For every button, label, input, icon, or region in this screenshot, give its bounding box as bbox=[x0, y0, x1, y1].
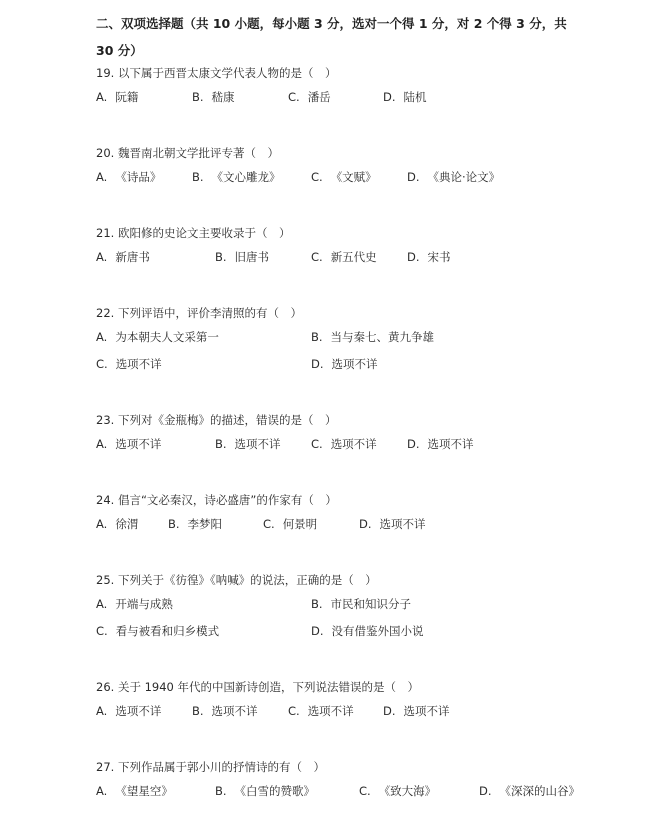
option-c[interactable] bbox=[96, 618, 219, 645]
option-letter: C. bbox=[96, 624, 108, 638]
option-letter: D. bbox=[407, 437, 420, 451]
option-text: 陆机 bbox=[403, 90, 427, 104]
question-text: 倡言“文必秦汉，诗必盛唐”的作家有（ ） bbox=[117, 493, 337, 507]
question-21 bbox=[96, 222, 636, 271]
option-letter: C. bbox=[96, 357, 108, 371]
option-a[interactable] bbox=[96, 511, 138, 538]
option-letter: C. bbox=[311, 437, 323, 451]
question-stem bbox=[96, 489, 636, 511]
question-stem bbox=[96, 676, 636, 698]
question-text: 以下属于西晋太康文学代表人物的是（ ） bbox=[117, 66, 337, 80]
option-d[interactable] bbox=[311, 351, 378, 378]
option-b[interactable] bbox=[215, 431, 281, 458]
option-c[interactable] bbox=[311, 244, 377, 271]
option-b[interactable] bbox=[192, 698, 258, 725]
option-letter: C. bbox=[311, 250, 323, 264]
option-c[interactable] bbox=[263, 511, 317, 538]
option-text: 《致大海》 bbox=[378, 784, 437, 798]
option-text: 旧唐书 bbox=[234, 250, 270, 264]
question-number: 23. bbox=[96, 413, 115, 427]
question-20 bbox=[96, 142, 636, 191]
option-text: 潘岳 bbox=[307, 90, 331, 104]
option-letter: A. bbox=[96, 170, 108, 184]
option-letter: B. bbox=[311, 597, 323, 611]
option-text: 嵇康 bbox=[211, 90, 235, 104]
options-row bbox=[96, 698, 636, 725]
options-row bbox=[96, 591, 636, 618]
options-row bbox=[96, 351, 636, 378]
question-number: 27. bbox=[96, 760, 115, 774]
options-row bbox=[96, 511, 636, 538]
option-text: 市民和知识分子 bbox=[330, 597, 412, 611]
option-text: 阮籍 bbox=[115, 90, 139, 104]
option-letter: D. bbox=[311, 357, 324, 371]
options-row bbox=[96, 431, 636, 458]
option-d[interactable] bbox=[383, 84, 427, 111]
option-b[interactable] bbox=[311, 591, 411, 618]
option-c[interactable] bbox=[96, 351, 162, 378]
question-number: 26. bbox=[96, 680, 115, 694]
option-b[interactable] bbox=[215, 778, 315, 805]
option-a[interactable] bbox=[96, 431, 161, 458]
options-row bbox=[96, 164, 636, 191]
question-stem bbox=[96, 302, 636, 324]
option-text: 选项不详 bbox=[330, 437, 377, 451]
option-c[interactable] bbox=[288, 698, 354, 725]
option-text: 新唐书 bbox=[115, 250, 150, 264]
option-text: 选项不详 bbox=[379, 517, 426, 531]
option-text: 选项不详 bbox=[115, 704, 162, 718]
option-text: 《深深的山谷》 bbox=[499, 784, 581, 798]
option-text: 《诗品》 bbox=[115, 170, 162, 184]
option-d[interactable] bbox=[407, 244, 451, 271]
option-letter: C. bbox=[359, 784, 371, 798]
option-text: 《文心雕龙》 bbox=[211, 170, 281, 184]
question-text: 关于 1940 年代的中国新诗创造，下列说法错误的是（ ） bbox=[117, 680, 420, 694]
section-title: 二、双项选择题（共 10 小题，每小题 3 分，选对一个得 1 分，对 2 个得 3 分，共 30 分） bbox=[96, 16, 567, 58]
options-row bbox=[96, 778, 636, 805]
question-25 bbox=[96, 569, 636, 645]
option-letter: C. bbox=[311, 170, 323, 184]
option-text: 宋书 bbox=[427, 250, 451, 264]
question-stem bbox=[96, 142, 636, 164]
question-stem bbox=[96, 222, 636, 244]
question-24 bbox=[96, 489, 636, 538]
option-text: 《典论·论文》 bbox=[427, 170, 501, 184]
question-text: 下列作品属于郭小川的抒情诗的有（ ） bbox=[117, 760, 325, 774]
option-c[interactable] bbox=[288, 84, 331, 111]
option-text: 新五代史 bbox=[330, 250, 377, 264]
option-c[interactable] bbox=[359, 778, 436, 805]
option-letter: B. bbox=[192, 704, 204, 718]
question-26 bbox=[96, 676, 636, 725]
option-text: 选项不详 bbox=[115, 357, 162, 371]
option-text: 看与被看和归乡模式 bbox=[115, 624, 220, 638]
options-row bbox=[96, 324, 636, 351]
option-letter: D. bbox=[407, 250, 420, 264]
option-letter: A. bbox=[96, 437, 108, 451]
question-number: 19. bbox=[96, 66, 115, 80]
option-text: 李梦阳 bbox=[187, 517, 223, 531]
options-row bbox=[96, 244, 636, 271]
option-text: 何景明 bbox=[282, 517, 318, 531]
option-d[interactable] bbox=[359, 511, 426, 538]
option-b[interactable] bbox=[311, 324, 434, 351]
option-text: 选项不详 bbox=[115, 437, 162, 451]
option-letter: B. bbox=[168, 517, 180, 531]
options-row bbox=[96, 618, 636, 645]
option-text: 选项不详 bbox=[427, 437, 474, 451]
question-number: 21. bbox=[96, 226, 115, 240]
question-text: 下列对《金瓶梅》的描述，错误的是（ ） bbox=[117, 413, 337, 427]
option-letter: C. bbox=[288, 704, 300, 718]
option-letter: D. bbox=[407, 170, 420, 184]
option-c[interactable] bbox=[311, 164, 377, 191]
option-letter: A. bbox=[96, 330, 108, 344]
option-a[interactable] bbox=[96, 591, 173, 618]
option-letter: B. bbox=[215, 437, 227, 451]
option-d[interactable] bbox=[407, 164, 500, 191]
option-text: 没有借鉴外国小说 bbox=[331, 624, 424, 638]
question-stem bbox=[96, 409, 636, 431]
option-a[interactable] bbox=[96, 244, 150, 271]
question-number: 24. bbox=[96, 493, 115, 507]
question-stem bbox=[96, 569, 636, 591]
question-text: 欧阳修的史论文主要收录于（ ） bbox=[117, 226, 291, 240]
option-text: 为本朝夫人文采第一 bbox=[115, 330, 219, 344]
option-text: 《白雪的赞歌》 bbox=[234, 784, 316, 798]
options-row bbox=[96, 84, 636, 111]
option-a[interactable] bbox=[96, 778, 173, 805]
option-b[interactable] bbox=[192, 84, 235, 111]
option-a[interactable] bbox=[96, 164, 161, 191]
option-letter: D. bbox=[383, 90, 396, 104]
option-text: 选项不详 bbox=[234, 437, 281, 451]
option-d[interactable] bbox=[407, 431, 474, 458]
question-stem bbox=[96, 62, 636, 84]
option-letter: A. bbox=[96, 704, 108, 718]
option-letter: B. bbox=[192, 90, 204, 104]
question-22 bbox=[96, 302, 636, 378]
question-number: 20. bbox=[96, 146, 115, 160]
option-text: 选项不详 bbox=[331, 357, 378, 371]
question-number: 25. bbox=[96, 573, 115, 587]
option-letter: A. bbox=[96, 517, 108, 531]
option-text: 当与秦七、黄九争雄 bbox=[330, 330, 435, 344]
option-d[interactable] bbox=[479, 778, 580, 805]
option-b[interactable] bbox=[192, 164, 281, 191]
option-letter: A. bbox=[96, 597, 108, 611]
option-a[interactable] bbox=[96, 84, 138, 111]
option-letter: B. bbox=[215, 250, 227, 264]
option-text: 选项不详 bbox=[211, 704, 258, 718]
question-number: 22. bbox=[96, 306, 115, 320]
option-text: 《文赋》 bbox=[330, 170, 377, 184]
question-text: 下列关于《彷徨》《呐喊》的说法，正确的是（ ） bbox=[117, 573, 377, 587]
option-a[interactable] bbox=[96, 698, 161, 725]
option-letter: A. bbox=[96, 90, 108, 104]
question-23 bbox=[96, 409, 636, 458]
question-text: 下列评语中，评价李清照的有（ ） bbox=[117, 306, 302, 320]
option-letter: D. bbox=[359, 517, 372, 531]
option-b[interactable] bbox=[168, 511, 222, 538]
question-text: 魏晋南北朝文学批评专著（ ） bbox=[117, 146, 279, 160]
option-letter: A. bbox=[96, 250, 108, 264]
option-text: 徐渭 bbox=[115, 517, 139, 531]
option-letter: C. bbox=[263, 517, 275, 531]
option-text: 选项不详 bbox=[307, 704, 354, 718]
option-text: 《望星空》 bbox=[115, 784, 173, 798]
option-letter: A. bbox=[96, 784, 108, 798]
option-letter: B. bbox=[215, 784, 227, 798]
option-a[interactable] bbox=[96, 324, 219, 351]
option-letter: B. bbox=[192, 170, 204, 184]
option-letter: D. bbox=[479, 784, 492, 798]
option-letter: D. bbox=[383, 704, 396, 718]
option-text: 开端与成熟 bbox=[115, 597, 173, 611]
option-letter: B. bbox=[311, 330, 323, 344]
question-stem bbox=[96, 756, 636, 778]
option-text: 选项不详 bbox=[403, 704, 450, 718]
option-d[interactable] bbox=[311, 618, 424, 645]
option-b[interactable] bbox=[215, 244, 269, 271]
option-c[interactable] bbox=[311, 431, 377, 458]
question-19 bbox=[96, 62, 636, 111]
option-letter: C. bbox=[288, 90, 300, 104]
question-27 bbox=[96, 756, 636, 805]
option-d[interactable] bbox=[383, 698, 450, 725]
option-letter: D. bbox=[311, 624, 324, 638]
